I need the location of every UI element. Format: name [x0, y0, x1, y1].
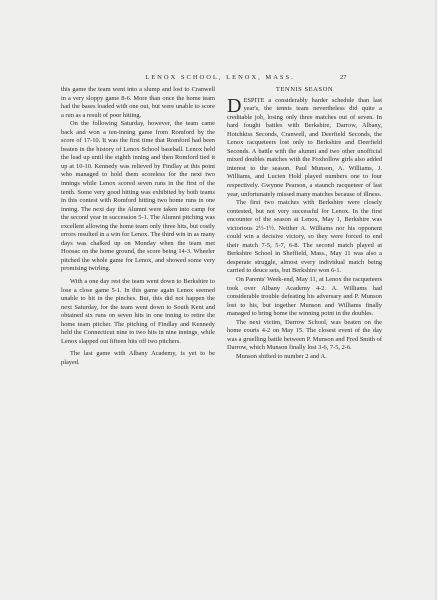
left-column — [61, 86, 215, 368]
paragraph: The last game with Albany Academy, is yet to be played. — [61, 350, 215, 366]
section-title: TENNIS SEASON — [275, 86, 334, 93]
paragraph: The next victim, Darrow School, was beaten on the home courts 4-2 on May 15. The closest event of the day was a gruelling battle between P. Munson and Fred Smith of Darrow, which Munson finally lost 3-6, 7-5, 2-6. — [227, 318, 382, 352]
right-column — [227, 86, 382, 362]
paragraph — [227, 94, 382, 200]
paragraph: this game the team went into a slump and lost to Cranwell in a very sloppy game 8-6. More than once the home team had the bases loaded with one out, but were unable to score a run as a result of poor hitting. — [61, 86, 215, 119]
paragraph: With a one day rest the team went down to Berkshire to lose a close game 5-1. In this game again Lenox seemed unable to hit in the pinches. But, this did not happen the next Saturday, for the team went down to South Kent and obtained six runs on seven hits in one inning to retire the home team pitcher. The pitching of Findlay and Kennedy held the Connecticut nine to two hits in nine innings, while Lenox slapped out fifteen hits off two pitchers. — [61, 278, 215, 345]
page-number: 27 — [340, 74, 347, 81]
running-header: LENOX SCHOOL, LENOX, MASS. — [145, 74, 295, 81]
paragraph: On Parents' Week-end, May 11, at Lenox the racqueteers took over Albany Academy 4-2. A. Williams had considerable trouble defeating his adversary and P. Munson lost to his, but together Munson and Williams finally managed to bring home the winning point in the doubles. — [227, 276, 382, 318]
paragraph-text: ESPITE a considerably harder schedule than last year's, the tennis team nevertheless did quite a creditable job, losing only three matches out of seven. In hard fought battles with Berkshire, Darrow, Albany, Hotchkiss Seconds, Cranwell, and Deerfield Seconds, the Lenox racqueteers lost only to Berkshire and Deerfield Seconds. A battle with the alumni and two other unofficial mixed doubles matches with the Foxhollow girls also added interest to the season. Paul Munson, A. Williams, J. Williams, and Lucien Hold played numbers one to four respectively. Gwynne Pearson, a staunch racqueteer of last year, unfortunately missed many matches because of illness. — [227, 96, 382, 198]
drop-cap: D — [227, 94, 242, 117]
paragraph: On the following Saturday, however, the team came back and won a ten-inning game from Romford by the score of 17-10. It was the first time that Romford had been beaten in the history of Lenox School baseball. Lenox held the lead up until the eighth inning and then Romford tied it up at 10-10. Kennedy was relieved by Findlay at this point who managed to hold them scoreless for the next two innings while Lenox scored seven runs in the first of the tenth. Some very good hitting was exhibited by both teams in this contest with Romford hitting two home runs in one inning. The next day the Alumni were taken into camp for the second year in succession 5-1. The Alumni pitching was excellent allowing the home team only three hits, but costly errors resulted in a win for Lenox. The third win in as many days was chalked up on Monday when the team met Hoosac on the home ground, the score being 14-3. Wheeler pitched the whole game for Lenox, and showed some very promising twirling. — [61, 120, 215, 273]
paragraph: The first two matches with Berkshire were closely contested, but not very successful for Lenox. In the first encounter of the season at Lenox, May 1, Berkshire was victorious 2½-1½. Neither A. Williams nor his opponent could win a decisive victory, so they were forced to end their match 7-5, 5-7, 6-8. The second match played at Berkshire School in Sheffield, Mass., May 11 was also a desperate struggle, almost every individual match being carried to deuce sets, but Berkshire won 6-1. — [227, 199, 382, 275]
paragraph: Munson shifted to number 2 and A. — [236, 352, 327, 360]
